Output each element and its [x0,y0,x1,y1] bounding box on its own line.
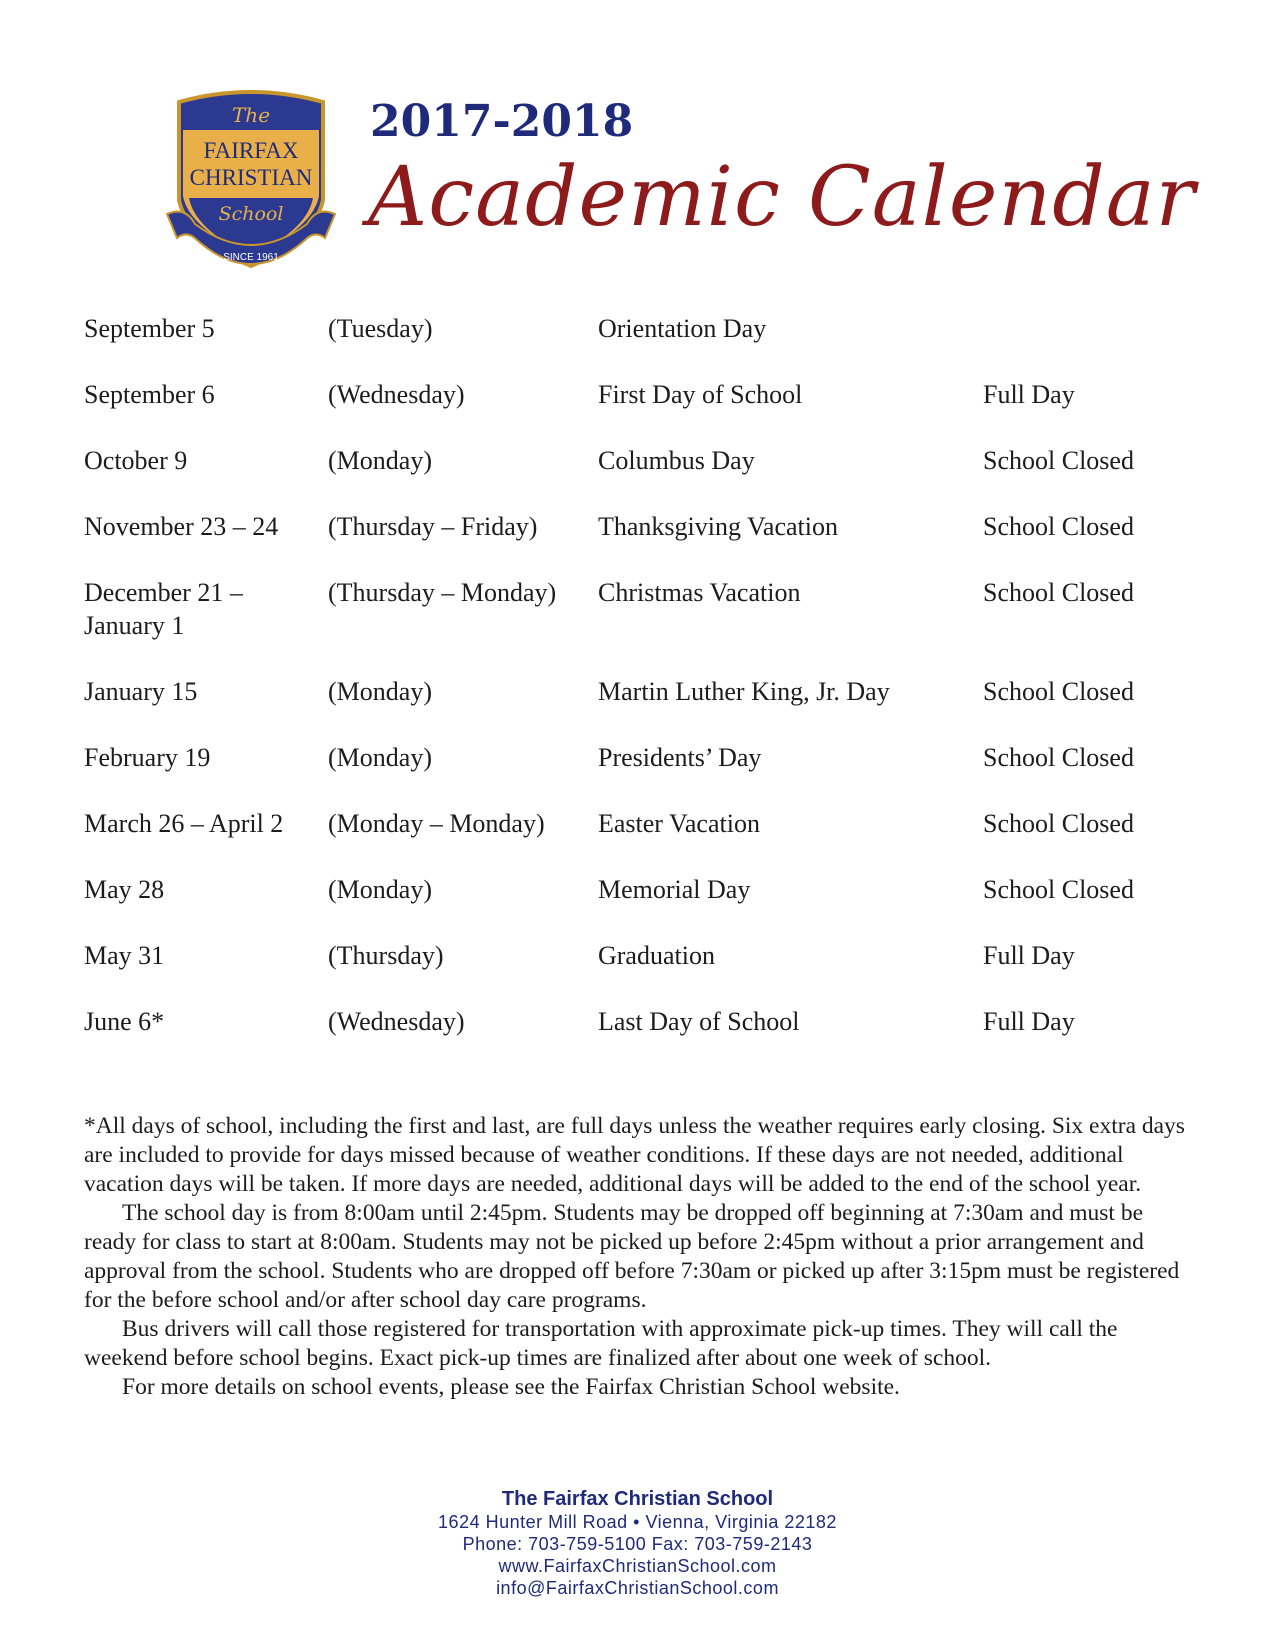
crest-banner-text: SINCE 1961 [223,252,279,263]
event-weekday: (Monday – Monday) [328,809,545,838]
table-row [84,675,1203,741]
event-weekday: (Monday) [328,677,432,706]
event-date: May 28 [84,875,165,904]
note-more-details: For more details on school events, please see the Fairfax Christian School website. [122,1374,900,1400]
event-name: Thanksgiving Vacation [598,512,838,541]
table-row [84,1005,1203,1071]
event-weekday: (Thursday) [328,941,444,970]
event-date: December 21 – January 1 [84,578,243,640]
event-status: School Closed [983,677,1134,706]
event-weekday: (Thursday – Friday) [328,512,538,541]
event-date: September 6 [84,380,215,409]
school-year-title: 2017-2018 [370,96,634,147]
table-row [84,741,1203,807]
footer-school-name: The Fairfax Christian School [501,1488,774,1510]
event-name: Christmas Vacation [598,578,801,607]
table-row [84,312,1203,378]
footer-website-link[interactable]: www.FairfaxChristianSchool.com [498,1556,777,1576]
event-date: September 5 [84,314,215,343]
event-status: Full Day [983,380,1075,409]
event-status: School Closed [983,578,1134,607]
crest-word-the: The [231,103,271,127]
note-full-days: *All days of school, including the first and last, are full days unless the weather requires early closing. Six extra days are included to provide for days missed because of weather conditions. If these days are not needed, additional vacation days will be taken. If more days are needed, additional days will be added to the end of the school year. [84,1113,1185,1197]
footer-address: 1624 Hunter Mill Road • Vienna, Virginia 22182 [438,1512,837,1532]
event-date: October 9 [84,446,188,475]
event-status: Full Day [983,941,1075,970]
school-crest-logo [165,88,337,283]
note-school-hours: The school day is from 8:00am until 2:45pm. Students may be dropped off beginning at 7:30am and must be ready for class to start at 8:00am. Students may not be picked up before 2:45pm without a prior arrangement and approval from the school. Students who are dropped off before 7:30am or picked up after 3:15pm must be registered for the before school and/or after school day care programs. [84,1200,1180,1313]
table-row [84,807,1203,873]
event-status: School Closed [983,809,1134,838]
table-row [84,444,1203,510]
school-contact-footer [0,1487,1275,1599]
event-status: School Closed [983,446,1134,475]
event-weekday: (Wednesday) [328,380,465,409]
event-name: Easter Vacation [598,809,760,838]
event-status [983,312,1203,378]
event-status: School Closed [983,875,1134,904]
event-status: School Closed [983,743,1134,772]
crest-word-school: School [218,203,284,225]
event-date: June 6* [84,1007,165,1036]
event-name: Last Day of School [598,1007,800,1036]
event-name: Columbus Day [598,446,755,475]
event-date: February 19 [84,743,211,772]
table-row [84,873,1203,939]
academic-calendar-title: Academic Calendar [368,150,1196,245]
event-name: Orientation Day [598,314,767,343]
table-row [84,510,1203,576]
table-row [84,576,1203,675]
event-status: School Closed [983,512,1134,541]
event-weekday: (Monday) [328,875,432,904]
crest-word-christian: CHRISTIAN [189,165,313,190]
event-name: Memorial Day [598,875,751,904]
calendar-notes [84,1112,1194,1402]
event-name: Graduation [598,941,715,970]
event-date: November 23 – 24 [84,512,279,541]
event-weekday: (Monday) [328,743,432,772]
event-date: May 31 [84,941,165,970]
crest-word-fairfax: FAIRFAX [203,138,299,163]
note-bus-drivers: Bus drivers will call those registered for transportation with approximate pick-up times. They will call the weekend before school begins. Exact pick-up times are finalized after about one week of school. [84,1316,1118,1371]
calendar-table [84,312,1203,1071]
event-weekday: (Monday) [328,446,432,475]
event-date: January 15 [84,677,198,706]
event-name: Martin Luther King, Jr. Day [598,677,890,706]
table-row [84,939,1203,1005]
footer-phone-fax: Phone: 703-759-5100 Fax: 703-759-2143 [462,1534,813,1554]
event-status: Full Day [983,1007,1075,1036]
event-date: March 26 – April 2 [84,809,284,838]
event-name: Presidents’ Day [598,743,762,772]
table-row [84,378,1203,444]
event-weekday: (Wednesday) [328,1007,465,1036]
footer-email-link[interactable]: info@FairfaxChristianSchool.com [496,1578,779,1598]
event-name: First Day of School [598,380,803,409]
event-weekday: (Tuesday) [328,314,433,343]
event-weekday: (Thursday – Monday) [328,578,557,607]
